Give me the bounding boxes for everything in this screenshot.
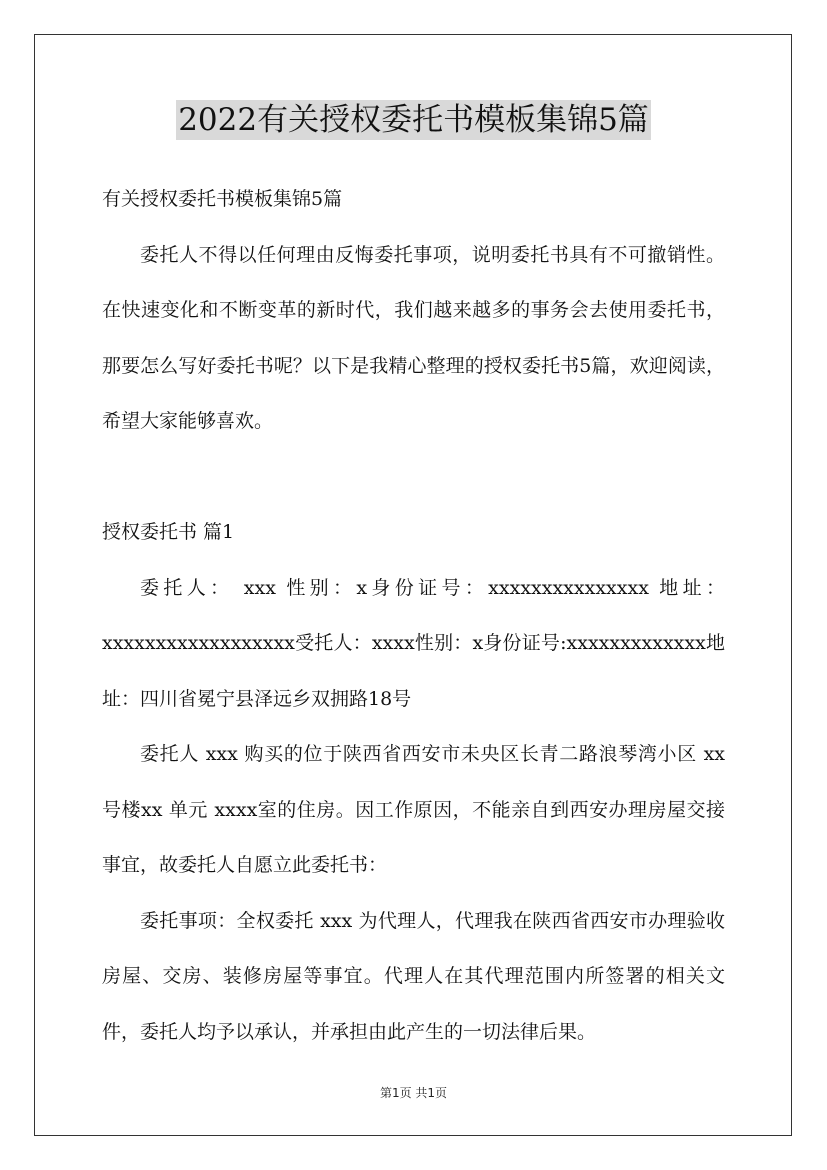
document-title-text: 2022有关授权委托书模板集锦5篇 [178, 102, 649, 138]
intro-paragraph: 委托人不得以任何理由反悔委托事项，说明委托书具有不可撤销性。在快速变化和不断变革的新时代，我们越来越多的事务会去使用委托书，那要怎么写好委托书呢？以下是我精心整理的授权委托书5篇，欢迎阅读，希望大家能够喜欢。 [102, 243, 725, 432]
paragraph-spacer [102, 450, 725, 506]
property-paragraph: 委托人 xxx 购买的位于陕西省西安市未央区长青二路浪琴湾小区 xx 号楼xx 单元 xxxx室的住房。因工作原因，不能亲自到西安办理房屋交接事宜，故委托人自愿立此委托书： [102, 743, 725, 876]
authorization-paragraph: 委托事项：全权委托 xxx 为代理人，代理我在陕西省西安市办理验收房屋、交房、装修房屋等事宜。代理人在其代理范围内所签署的相关文件，委托人均予以承认，并承担由此产生的一切法律后果。 [102, 909, 725, 1043]
document-subtitle: 有关授权委托书模板集锦5篇 [102, 188, 343, 210]
document-body [102, 172, 725, 1060]
principal-info-paragraph: 委托人： xxx 性别：x身份证号：xxxxxxxxxxxxxxx 地址：xxxxxxxxxxxxxxxxxx受托人：xxxx性别：x身份证号:xxxxxxxxxxxxx地址：四川省冕宁县泽远乡双拥路18号 [102, 576, 725, 710]
section-heading: 授权委托书 篇1 [102, 521, 235, 543]
page-footer: 第1页 共1页 [379, 1086, 448, 1100]
document-title [0, 100, 827, 140]
